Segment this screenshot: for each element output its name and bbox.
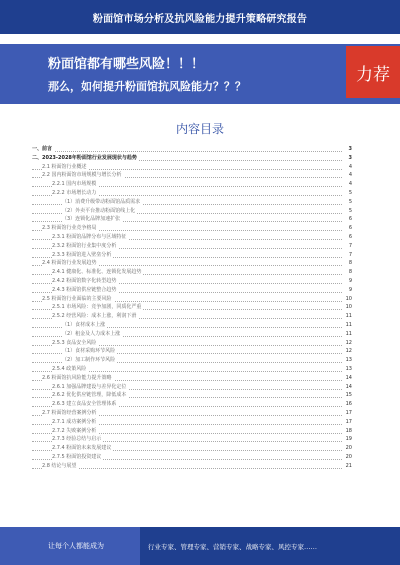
toc-entry[interactable]: [32, 418, 352, 427]
banner-subline: 那么，如何提升粉面馆抗风险能力？？？: [48, 80, 246, 93]
banner: [0, 44, 400, 104]
toc-entry-title: 2.6.2 优化供应链管理，降低成本: [52, 392, 127, 399]
toc-entry-title: 2.4.2 粉面馆数字化转型趋势: [52, 277, 117, 284]
toc-entry-title: 2.1 粉面馆行业概述: [42, 163, 87, 170]
toc-entry-page: 20: [345, 453, 352, 460]
toc-entry-page: 5: [348, 207, 352, 214]
toc-entry-title: 2.3 粉面馆行业竞争格局: [42, 225, 97, 232]
toc-entry-page: 9: [348, 286, 352, 293]
toc-entry[interactable]: [32, 277, 352, 286]
toc-entry-page: 4: [348, 181, 352, 188]
toc-entry[interactable]: [32, 383, 352, 392]
toc-entry-title: （1）食材成本上涨: [62, 321, 106, 328]
toc-entry-page: 13: [345, 357, 352, 364]
toc-entry-title: 2.5.4 政策风险: [52, 365, 87, 372]
toc-entry[interactable]: [32, 303, 352, 312]
toc-entry-page: 7: [348, 251, 352, 258]
toc-entry-page: 3: [348, 154, 352, 161]
toc-entry[interactable]: [32, 453, 352, 462]
toc-entry-page: 3: [348, 146, 352, 152]
toc-entry-page: 17: [345, 418, 352, 425]
toc-entry[interactable]: [32, 347, 352, 356]
toc-entry-title: 2.2.2 市场增长动力: [52, 189, 97, 196]
toc-entry[interactable]: [32, 198, 352, 207]
toc-entry-title: 2.2 国内粉面馆市场规模与增长分析: [42, 172, 122, 179]
toc-entry-title: 2.7 粉面馆经营案例分析: [42, 409, 97, 416]
toc-entry-page: 8: [348, 260, 352, 267]
toc-entry-title: 2.5.1 市场风险：竞争加剧，同质化严重: [52, 304, 142, 311]
toc-entry-title: 2.4.3 粉面馆供应链整合趋势: [52, 286, 117, 293]
toc-entry-title: 2.7.5 粉面馆投资建议: [52, 453, 102, 460]
toc-entry-page: 17: [345, 409, 352, 416]
toc-entry-page: 5: [348, 189, 352, 196]
recommend-badge: 力荐: [346, 46, 400, 98]
toc-entry-page: 6: [348, 216, 352, 223]
toc-entry-page: 4: [348, 172, 352, 179]
toc-entry-page: 20: [345, 445, 352, 452]
toc-entry-page: 14: [345, 383, 352, 390]
toc-entry[interactable]: [32, 356, 352, 365]
toc-entry-title: 2.3.2 粉面馆行业集中度分析: [52, 242, 117, 249]
toc-entry[interactable]: [32, 462, 352, 471]
toc-entry-title: 一、前言: [32, 146, 53, 152]
toc-entry-page: 6: [348, 233, 352, 240]
report-title-bar: [0, 0, 400, 34]
toc-entry[interactable]: [32, 365, 352, 374]
toc-entry-title: （1）消费升级带动粉面馆品质需求: [62, 198, 141, 205]
toc-entry[interactable]: [32, 339, 352, 348]
toc-entry-title: 2.4 粉面馆行业发展趋势: [42, 260, 97, 267]
toc-entry-title: 2.2.1 国内市场规模: [52, 181, 97, 188]
toc-entry-title: （2）加工制作环节风险: [62, 357, 116, 364]
toc-entry-title: 2.6.1 加强品牌建设与差异化定位: [52, 383, 127, 390]
toc-entry-title: 2.6 粉面馆抗风险能力提升策略: [42, 374, 112, 381]
toc-entry-title: 2.7.3 经验总结与启示: [52, 436, 102, 443]
toc-entry[interactable]: [32, 224, 352, 233]
toc-entry[interactable]: [32, 427, 352, 436]
toc-entry[interactable]: [32, 259, 352, 268]
toc-entry[interactable]: [32, 374, 352, 383]
report-title: 粉面馆市场分析及抗风险能力提升策略研究报告: [92, 13, 308, 25]
toc-entry-page: 8: [348, 269, 352, 276]
toc-entry[interactable]: [32, 189, 352, 198]
toc-heading: 内容目录: [175, 122, 224, 136]
toc-entry[interactable]: [32, 233, 352, 242]
toc-entry-title: 二、2023-2028年粉面馆行业发展现状与趋势: [32, 154, 137, 161]
toc-entry-title: （3）连锁化品牌加速扩张: [62, 216, 121, 223]
toc-entry[interactable]: [32, 321, 352, 330]
toc-entry-page: 4: [348, 163, 352, 170]
toc-entry-title: （2）租金及人力成本上涨: [62, 330, 121, 337]
toc-entry[interactable]: [32, 154, 352, 163]
toc-entry-page: 12: [345, 339, 352, 346]
toc-entry-page: 11: [345, 321, 352, 328]
toc-entry[interactable]: [32, 286, 352, 295]
toc-entry[interactable]: [32, 215, 352, 224]
toc-entry-page: 14: [345, 374, 352, 381]
toc-entry[interactable]: [32, 207, 352, 216]
toc-entry-page: 10: [345, 295, 352, 302]
toc-entry-page: 10: [345, 304, 352, 311]
toc-entry-page: 5: [348, 198, 352, 205]
toc-entry-page: 6: [348, 225, 352, 232]
toc-entry-page: 12: [345, 348, 352, 355]
toc-entry-title: 2.7.1 成功案例分析: [52, 418, 97, 425]
toc-entry-title: 2.7.4 粉面馆未来发展建议: [52, 445, 112, 452]
toc-entry-title: 2.4.1 健康化、标准化、连锁化发展趋势: [52, 269, 142, 276]
toc-entry-page: 11: [345, 330, 352, 337]
toc-entry[interactable]: [32, 295, 352, 304]
toc-entry[interactable]: [32, 444, 352, 453]
toc-entry-title: 2.3.3 粉面馆进入壁垒分析: [52, 251, 112, 258]
banner-headline: 粉面馆都有哪些风险！！！: [48, 57, 205, 72]
toc-entry-page: 18: [345, 427, 352, 434]
footer-slogan-left: 让每个人都能成为: [0, 527, 140, 565]
toc-entry-title: 2.3.1 粉面馆品牌分布与区域特征: [52, 233, 127, 240]
toc-entry[interactable]: [32, 312, 352, 321]
toc-entry-page: 15: [345, 392, 352, 399]
toc-entry[interactable]: [32, 145, 352, 154]
toc-entry[interactable]: [32, 251, 352, 260]
toc-entry[interactable]: [32, 163, 352, 172]
toc-entry-title: （2）外卖平台推动粉面馆线上化: [62, 207, 136, 214]
toc-entry[interactable]: [32, 180, 352, 189]
toc-entry[interactable]: [32, 242, 352, 251]
toc-entry-page: 11: [345, 313, 352, 320]
toc-entry-title: 2.5.2 经营风险：成本上涨，利润下滑: [52, 313, 137, 320]
toc-entry-page: 7: [348, 242, 352, 249]
toc-entry-page: 21: [345, 462, 352, 469]
toc-entry-title: 2.7.2 失败案例分析: [52, 427, 97, 434]
toc-entry[interactable]: [32, 400, 352, 409]
toc-entry[interactable]: [32, 268, 352, 277]
toc-entry-title: 2.6.3 建立食品安全管理体系: [52, 401, 117, 408]
toc-entry-page: 19: [345, 436, 352, 443]
toc-entry-page: 16: [345, 401, 352, 408]
toc-entry-title: （1）食材采购环节风险: [62, 348, 116, 355]
toc-entry-title: 2.5.3 食品安全风险: [52, 339, 97, 346]
toc-entry-page: 9: [348, 277, 352, 284]
toc-entry[interactable]: [32, 409, 352, 418]
toc-entry[interactable]: [32, 330, 352, 339]
toc-entry-title: 2.5 粉面馆行业面临的主要风险: [42, 295, 112, 302]
footer-slogan-right: 行业专家、管理专家、营销专家、战略专家、风控专家……: [148, 542, 317, 551]
toc-entry-title: 2.8 结论与展望: [42, 462, 77, 469]
toc-entry-page: 13: [345, 365, 352, 372]
toc-entry[interactable]: [32, 391, 352, 400]
toc-leader-dots: [32, 151, 342, 152]
table-of-contents: [32, 145, 352, 470]
toc-entry[interactable]: [32, 171, 352, 180]
toc-entry[interactable]: [32, 435, 352, 444]
